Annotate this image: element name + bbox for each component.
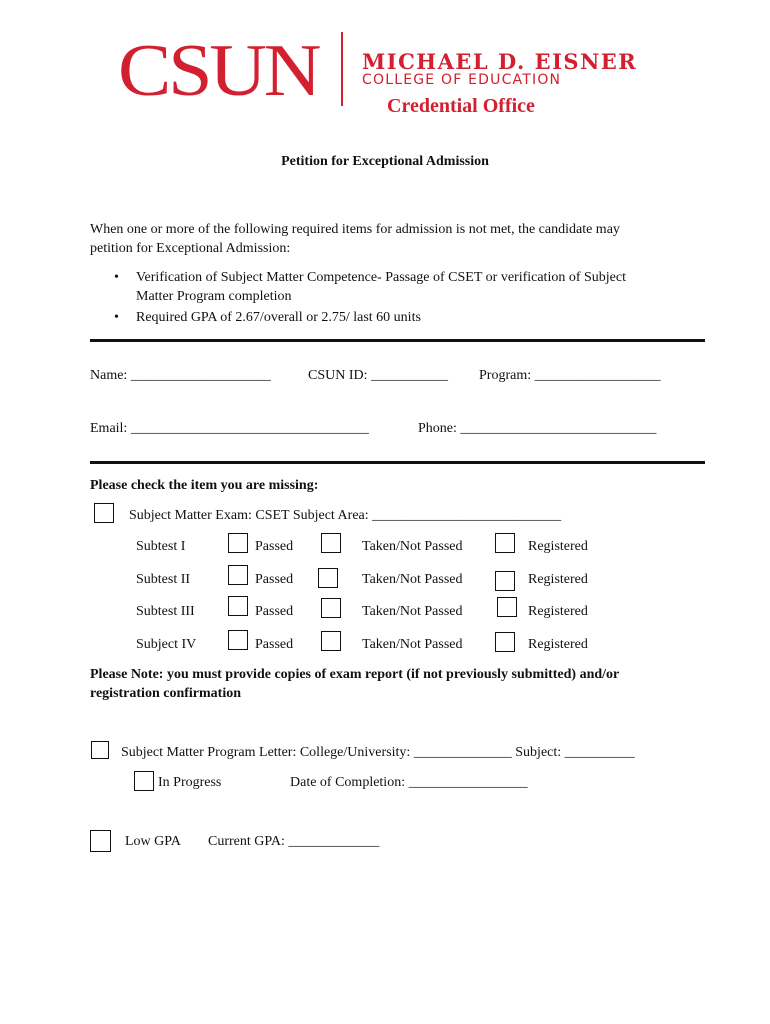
subtest-1-label: Subtest I [136, 539, 186, 554]
subtest-4-taken-checkbox[interactable] [321, 631, 341, 651]
subtest-3-passed-checkbox[interactable] [228, 596, 248, 616]
subtest-1-passed-label: Passed [255, 539, 294, 554]
subtest-2-taken-checkbox[interactable] [318, 568, 338, 588]
logo-divider [341, 32, 343, 106]
subtest-2-passed-checkbox[interactable] [228, 565, 248, 585]
exam-report-note-line-1: Please Note: you must provide copies of exam report (if not previously submitted) and/or [90, 667, 620, 682]
subtest-1-registered-label: Registered [528, 539, 588, 554]
program-letter-checkbox[interactable] [91, 741, 109, 759]
subtest-2-passed-label: Passed [255, 572, 294, 587]
csun-logo: CSUN [118, 30, 319, 112]
subtest-3-taken-label: Taken/Not Passed [362, 604, 463, 619]
intro-line-2: petition for Exceptional Admission: [90, 241, 291, 256]
subtest-4-registered-label: Registered [528, 637, 588, 652]
divider-rule-1 [90, 339, 705, 342]
current-gpa-field[interactable]: Current GPA: _____________ [208, 834, 380, 849]
program-letter-field[interactable]: Subject Matter Program Letter: College/University: ______________ Subject: __________ [121, 745, 635, 760]
email-field[interactable]: Email: __________________________________ [90, 421, 369, 436]
intro-line-1: When one or more of the following required items for admission is not met, the candidate may [90, 222, 620, 237]
subtest-1-registered-checkbox[interactable] [495, 533, 515, 553]
logo-college-subtitle: COLLEGE OF EDUCATION [362, 72, 562, 88]
cset-checkbox[interactable] [94, 503, 114, 523]
subtest-4-label: Subject IV [136, 637, 197, 652]
subtest-1-taken-label: Taken/Not Passed [362, 539, 463, 554]
subtest-2-taken-label: Taken/Not Passed [362, 572, 463, 587]
low-gpa-label: Low GPA [125, 834, 181, 849]
divider-rule-2 [90, 461, 705, 464]
exam-report-note-line-2: registration confirmation [90, 686, 241, 701]
subtest-1-taken-checkbox[interactable] [321, 533, 341, 553]
cset-subject-area-field[interactable]: Subject Matter Exam: CSET Subject Area: ___________________________ [129, 508, 562, 523]
logo-office-name: Credential Office [387, 95, 535, 117]
low-gpa-checkbox[interactable] [90, 830, 111, 852]
subtest-1-passed-checkbox[interactable] [228, 533, 248, 553]
date-of-completion-field[interactable]: Date of Completion: _________________ [290, 775, 528, 790]
subtest-3-taken-checkbox[interactable] [321, 598, 341, 618]
subtest-2-registered-checkbox[interactable] [495, 571, 515, 591]
in-progress-checkbox[interactable] [134, 771, 154, 791]
subtest-2-registered-label: Registered [528, 572, 588, 587]
subtest-3-passed-label: Passed [255, 604, 294, 619]
subtest-4-registered-checkbox[interactable] [495, 632, 515, 652]
logo-college-name: MICHAEL D. EISNER [362, 49, 638, 74]
program-field[interactable]: Program: __________________ [479, 368, 661, 383]
subtest-3-registered-checkbox[interactable] [497, 597, 517, 617]
in-progress-label: In Progress [158, 775, 222, 790]
bullet-2-marker: • [114, 310, 119, 325]
subtest-4-passed-label: Passed [255, 637, 294, 652]
csun-id-field[interactable]: CSUN ID: ___________ [308, 368, 449, 383]
bullet-1-line-2: Matter Program completion [136, 289, 292, 304]
subtest-2-label: Subtest II [136, 572, 191, 587]
missing-heading: Please check the item you are missing: [90, 478, 319, 493]
name-field[interactable]: Name: ____________________ [90, 368, 271, 383]
subtest-4-passed-checkbox[interactable] [228, 630, 248, 650]
page-title: Petition for Exceptional Admission [281, 154, 489, 169]
bullet-2-line-1: Required GPA of 2.67/overall or 2.75/ last 60 units [136, 310, 421, 325]
subtest-3-registered-label: Registered [528, 604, 588, 619]
bullet-1-marker: • [114, 270, 119, 285]
subtest-3-label: Subtest III [136, 604, 195, 619]
subtest-4-taken-label: Taken/Not Passed [362, 637, 463, 652]
bullet-1-line-1: Verification of Subject Matter Competence- Passage of CSET or verification of Subject [136, 270, 626, 285]
phone-field[interactable]: Phone: ____________________________ [418, 421, 657, 436]
